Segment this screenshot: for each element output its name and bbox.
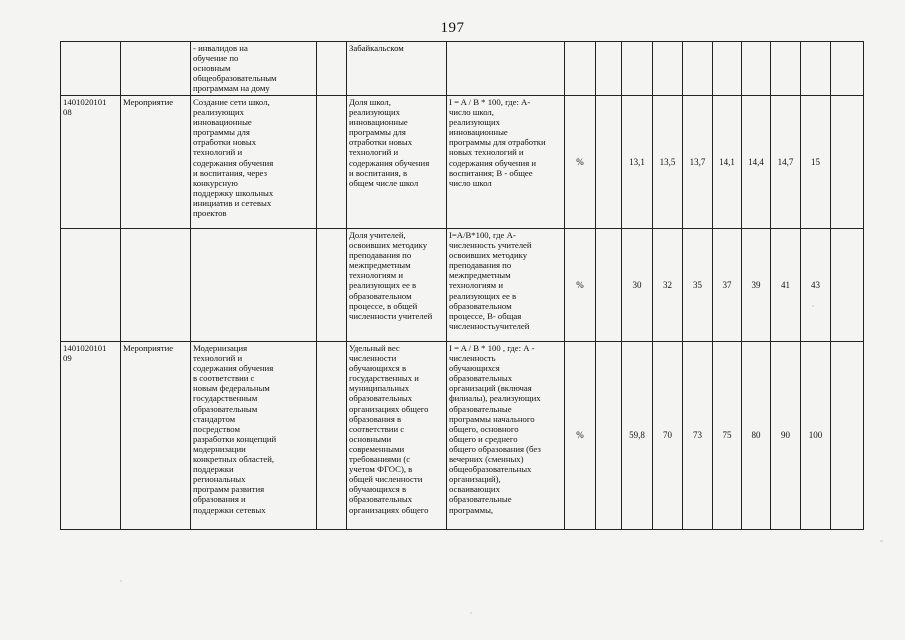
spacer-cell: [317, 42, 347, 96]
indicator-cell: Забайкальском: [347, 42, 447, 96]
table-row: [61, 342, 864, 530]
indicators-table: [60, 41, 864, 530]
extra-cell: [831, 42, 864, 96]
type-cell: [121, 229, 191, 342]
value-cell: [713, 42, 742, 96]
extra-cell: [831, 96, 864, 229]
value-cell: 13,7: [683, 96, 713, 229]
value-cell: 14,1: [713, 96, 742, 229]
method-cell: I = A / B * 100 , где: А - численность обучающихся образовательных организаций (включая филиалы), реализующих образовательные программы начального общего, основного общего и среднего общего образования (без вечерних (сменных) общеобразовательных организаций), осваивающих образовательные программы,: [447, 342, 565, 530]
value-cell: 70: [653, 342, 683, 530]
method-cell: [447, 42, 565, 96]
table-row: [61, 42, 864, 96]
value-cell: 41: [771, 229, 801, 342]
indicator-cell: Доля школ, реализующих инновационные программы для отработки новых технологий и содержания обучения и воспитания, в общем числе школ: [347, 96, 447, 229]
spacer-cell: [317, 229, 347, 342]
value-cell: 73: [683, 342, 713, 530]
value-cell: 15: [801, 96, 831, 229]
unit-cell: %: [565, 96, 596, 229]
extra-cell: [831, 229, 864, 342]
name-cell: [191, 229, 317, 342]
unit-cell: %: [565, 342, 596, 530]
extra-cell: [596, 229, 622, 342]
value-cell: 14,4: [742, 96, 771, 229]
method-cell: I = A / B * 100, где: А- число школ, реализующих инновационные программы для отработки новых технологий и содержания обучения и воспитания; B - общее число школ: [447, 96, 565, 229]
unit-cell: [565, 42, 596, 96]
value-cell: [653, 42, 683, 96]
value-cell: 59,8: [622, 342, 653, 530]
code-cell: 1401020101 08: [61, 96, 121, 229]
value-cell: 13,1: [622, 96, 653, 229]
code-cell: [61, 42, 121, 96]
type-cell: [121, 42, 191, 96]
name-cell: Создание сети школ, реализующих инновационные программы для отработки новых технологий и содержания обучения и воспитания, через конкурсную поддержку школьных инициатив и сетевых проектов: [191, 96, 317, 229]
scan-speck: [470, 612, 472, 614]
value-cell: 100: [801, 342, 831, 530]
value-cell: [742, 42, 771, 96]
code-cell: [61, 229, 121, 342]
extra-cell: [596, 342, 622, 530]
extra-cell: [831, 342, 864, 530]
type-cell: Мероприятие: [121, 342, 191, 530]
extra-cell: [596, 42, 622, 96]
scan-speck: [120, 580, 122, 582]
code-cell: 1401020101 09: [61, 342, 121, 530]
scan-speck: [812, 305, 814, 307]
value-cell: 43: [801, 229, 831, 342]
method-cell: I=A/B*100, где А- численность учителей освоивших методику преподавания по межпредметным технологиям и реализующих ее в образовательном процессе, В- общая численностьучителей: [447, 229, 565, 342]
value-cell: 80: [742, 342, 771, 530]
spacer-cell: [317, 96, 347, 229]
value-cell: 13,5: [653, 96, 683, 229]
table-row: [61, 229, 864, 342]
spacer-cell: [317, 342, 347, 530]
page-number: 197: [440, 20, 465, 36]
value-cell: 37: [713, 229, 742, 342]
indicator-cell: Удельный вес численности обучающихся в государственных и муниципальных образовательных организациях общего образования в соответствии с основными современными требованиями (с учетом ФГОС), в общей численности обучающихся в образовательных организациях общего: [347, 342, 447, 530]
extra-cell: [596, 96, 622, 229]
scan-speck: [880, 540, 883, 542]
value-cell: [683, 42, 713, 96]
table-row: [61, 96, 864, 229]
indicator-cell: Доля учителей, освоивших методику преподавания по межпредметным технологиям и реализующих ее в образовательном процессе, в общей численности учителей: [347, 229, 447, 342]
value-cell: [771, 42, 801, 96]
value-cell: 90: [771, 342, 801, 530]
name-cell: Модернизация технологий и содержания обучения в соответствии с новым федеральным государственным образовательным стандартом посредством разработки концепций модернизации конкретных областей, поддержки региональных программ развития образования и поддержки сетевых: [191, 342, 317, 530]
value-cell: 32: [653, 229, 683, 342]
value-cell: 75: [713, 342, 742, 530]
unit-cell: %: [565, 229, 596, 342]
name-cell: - инвалидов на обучение по основным общеобразовательным программам на дому: [191, 42, 317, 96]
value-cell: 35: [683, 229, 713, 342]
value-cell: 30: [622, 229, 653, 342]
value-cell: 39: [742, 229, 771, 342]
value-cell: [622, 42, 653, 96]
value-cell: 14,7: [771, 96, 801, 229]
value-cell: [801, 42, 831, 96]
type-cell: Мероприятие: [121, 96, 191, 229]
